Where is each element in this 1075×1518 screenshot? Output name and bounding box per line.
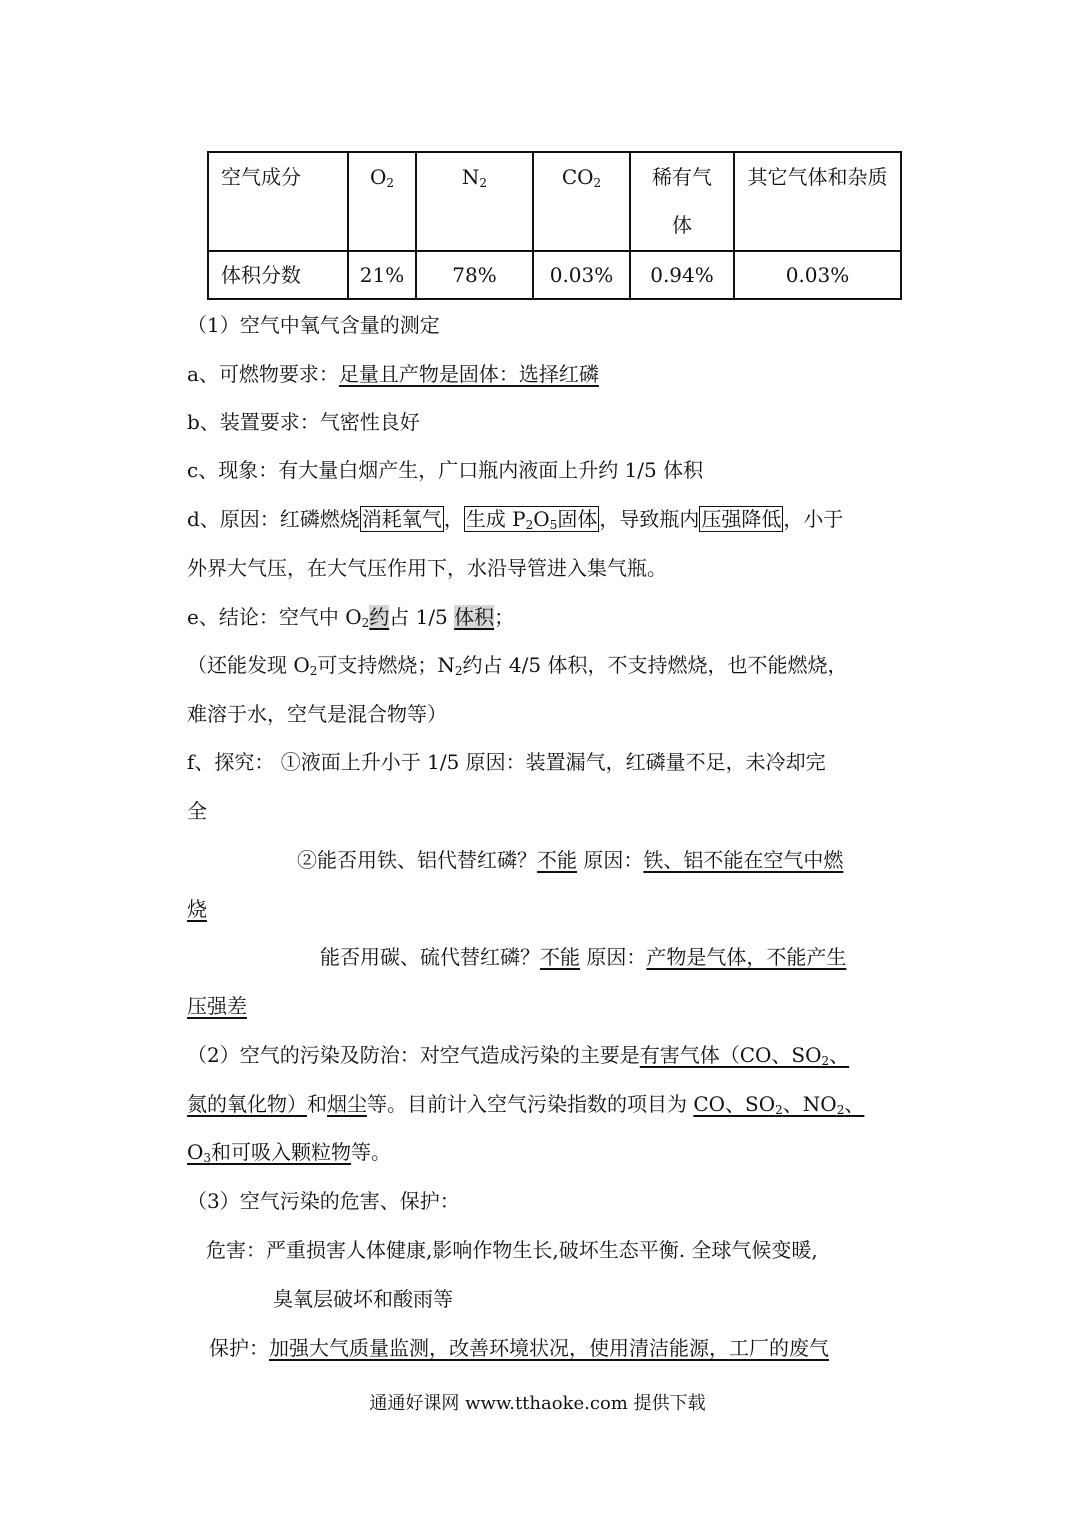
item-f-2: ②能否用铁、铝代替红磷？不能 原因：铁、铝不能在空气中燃 [297, 848, 844, 872]
protect-line: 保护：加强大气质量监测，改善环境状况，使用清洁能源，工厂的废气 [209, 1336, 829, 1360]
section-2-line-3: $O_3$和可吸入颗粒物等。 [187, 1140, 392, 1165]
section-2-line-2: 氮的氧化物）和烟尘等。目前计入空气污染指数的项目为 CO、$SO_2$、$NO_2$、 [187, 1092, 865, 1117]
table-cell: 其它气体和杂质 [734, 152, 901, 251]
table-cell: $N_2$ [416, 152, 533, 251]
item-f-3-cont: 压强差 [187, 994, 247, 1018]
table-row [208, 251, 901, 299]
table-cell: $O_2$ [348, 152, 416, 251]
table-cell: 稀有气体 [630, 152, 734, 251]
section-1-title: （1）空气中氧气含量的测定 [187, 313, 440, 337]
boxed-answer: 消耗氧气 [361, 507, 442, 531]
highlighted-word: 体积 [454, 605, 495, 629]
item-f-3: 能否用碳、硫代替红磷？不能 原因：产物是气体，不能产生 [320, 945, 847, 969]
item-c: c、现象：有大量白烟产生，广口瓶内液面上升约 1/5 体积 [187, 458, 704, 482]
table-cell: 0.03% [533, 251, 630, 299]
table-cell: 0.03% [734, 251, 901, 299]
table-cell: $CO_2$ [533, 152, 630, 251]
table-cell: 21% [348, 251, 416, 299]
table-cell: 0.94% [630, 251, 734, 299]
table-header-row [208, 152, 901, 251]
highlighted-word: 约 [369, 605, 390, 629]
harm-line-2: 臭氧层破坏和酸雨等 [273, 1287, 453, 1311]
answer-underlined: 足量且产物是固体：选择红磷 [338, 362, 599, 386]
item-d: d、原因：红磷燃烧 消耗氧气 ， 生成 $P_2O_5$固体 ，导致瓶内 压强降低 ，小于 [187, 507, 844, 532]
item-a: a、可燃物要求：足量且产物是固体：选择红磷 [187, 362, 599, 386]
table-cell: 空气成分 [208, 152, 348, 251]
page-footer: 通通好课网 www.tthaoke.com 提供下载 [369, 1393, 706, 1414]
table-cell: 体积分数 [208, 251, 348, 299]
boxed-answer: 压强降低 [701, 507, 782, 531]
item-d-cont: 外界大气压，在大气压作用下，水沿导管进入集气瓶。 [187, 556, 667, 580]
item-f-2-cont: 烧 [187, 897, 207, 921]
section-2-line-1: （2）空气的污染及防治：对空气造成污染的主要是有害气体（CO、$SO_2$、 [187, 1043, 850, 1068]
boxed-answer: 生成 $P_2O_5$固体 [465, 507, 598, 532]
section-3-title: （3）空气污染的危害、保护： [187, 1189, 460, 1213]
note-line-2: 难溶于水，空气是混合物等） [187, 702, 447, 726]
note-line-1: （还能发现 $O_2$可支持燃烧；$N_2$约占 4/5 体积，不支持燃烧，也不能燃烧， [187, 653, 848, 678]
harm-line-1: 危害：严重损害人体健康,影响作物生长,破坏生态平衡. 全球气候变暖, [206, 1238, 818, 1262]
air-composition-table [207, 151, 902, 300]
item-e: e、结论：空气中 $O_2$约占 1/5 体积； [187, 605, 515, 630]
item-f: f、探究： ①液面上升小于 1/5 原因：装置漏气，红磷量不足，未冷却完 [187, 750, 826, 774]
item-f-cont: 全 [187, 799, 207, 823]
item-b: b、装置要求：气密性良好 [187, 410, 420, 434]
table-cell: 78% [416, 251, 533, 299]
